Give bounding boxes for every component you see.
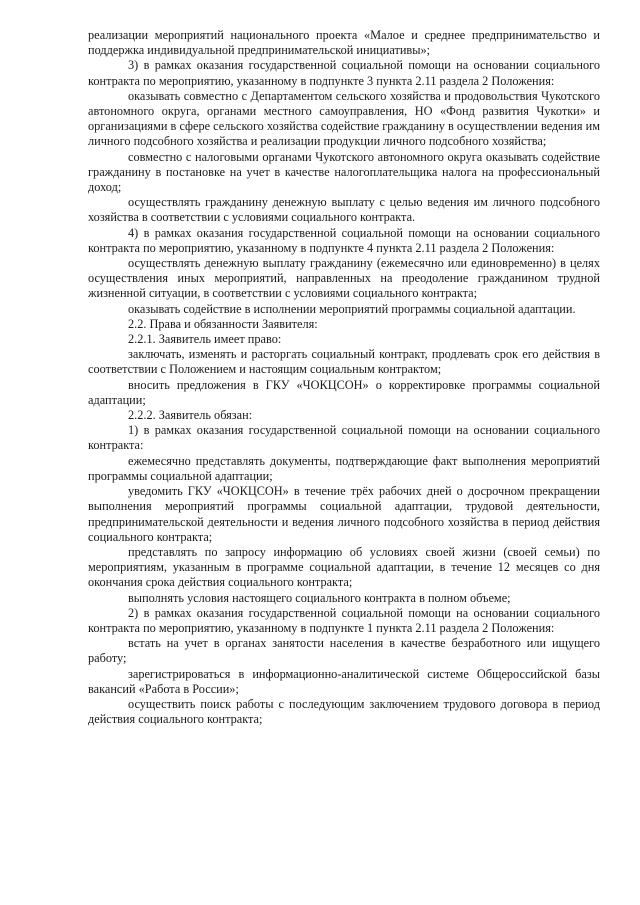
subsection-heading: 2.2.1. Заявитель имеет право: xyxy=(128,332,282,347)
paragraph: 3) в рамках оказания государственной социальной помощи на основании социального контракта по мероприятию, указанному в подпункте 3 пункта 2.11 раздела 2 Положения: xyxy=(88,58,600,88)
paragraph: осуществить поиск работы с последующим заключением трудового договора в период действия социального контракта; xyxy=(88,696,600,727)
paragraph: ежемесячно представлять документы, подтверждающие факт выполнения мероприятий программы социальной адаптации; xyxy=(88,453,600,483)
paragraph: выполнять условия настоящего социального контракта в полном объеме; xyxy=(128,590,511,605)
paragraph: оказывать содействие в исполнении мероприятий программы социальной адаптации. xyxy=(128,301,576,316)
paragraph: зарегистрироваться в информационно-аналитической системе Общероссийской базы вакансий «Работа в России»; xyxy=(88,666,600,696)
paragraph: представлять по запросу информацию об условиях своей жизни (своей семьи) по мероприятиям, указанным в программе социальной адаптации, в течение 12 месяцев со дня окончания срока действия социального контракта; xyxy=(88,544,600,590)
paragraph: 1) в рамках оказания государственной социальной помощи на основании социального контракта: xyxy=(88,423,600,453)
paragraph: осуществлять денежную выплату гражданину (ежемесячно или единовременно) в целях осуществления иных мероприятий, направленных на преодоление гражданином трудной жизненной ситуации, в соответствии с условиями социального контракта; xyxy=(88,256,600,301)
paragraph: заключать, изменять и расторгать социальный контракт, продлевать срок его действия в соответствии с Положением и настоящим социальным контрактом; xyxy=(88,347,600,377)
paragraph: 2) в рамках оказания государственной социальной помощи на основании социального контракта по мероприятию, указанному в подпункте 1 пункта 2.11 раздела 2 Положения: xyxy=(88,605,600,635)
paragraph: встать на учет в органах занятости населения в качестве безработного или ищущего работу; xyxy=(88,636,600,666)
document-page xyxy=(88,28,600,727)
paragraph: 4) в рамках оказания государственной социальной помощи на основании социального контракта по мероприятию, указанному в подпункте 4 пункта 2.11 раздела 2 Положения: xyxy=(88,225,600,255)
subsection-heading: 2.2.2. Заявитель обязан: xyxy=(128,408,253,423)
paragraph: совместно с налоговыми органами Чукотского автономного округа оказывать содействие гражданину в постановке на учет в качестве налогоплательщика налога на профессиональный доход; xyxy=(88,149,600,195)
paragraph: вносить предложения в ГКУ «ЧОКЦСОН» о корректировке программы социальной адаптации; xyxy=(88,377,600,407)
paragraph: оказывать совместно с Департаментом сельского хозяйства и продовольствия Чукотского автономного округа, органами местного самоуправления, НО «Фонд развития Чукотки» и организациями в сфере сельского хозяйства содействие гражданину в осуществлении ведения им личного подсобного хозяйства и реализации продукции личного подсобного хозяйства; xyxy=(88,88,600,149)
section-heading: 2.2. Права и обязанности Заявителя: xyxy=(128,316,318,331)
paragraph: осуществлять гражданину денежную выплату с целью ведения им личного подсобного хозяйства в соответствии с условиями социального контракта. xyxy=(88,195,600,225)
paragraph: реализации мероприятий национального проекта «Малое и среднее предпринимательство и поддержка индивидуальной предпринимательской инициативы»; xyxy=(88,28,600,58)
paragraph: уведомить ГКУ «ЧОКЦСОН» в течение трёх рабочих дней о досрочном прекращении выполнения мероприятий программы социальной адаптации, трудовой деятельности, предпринимательской деятельности и ведения личного подсобного хозяйства в период действия социального контракта; xyxy=(88,484,600,544)
